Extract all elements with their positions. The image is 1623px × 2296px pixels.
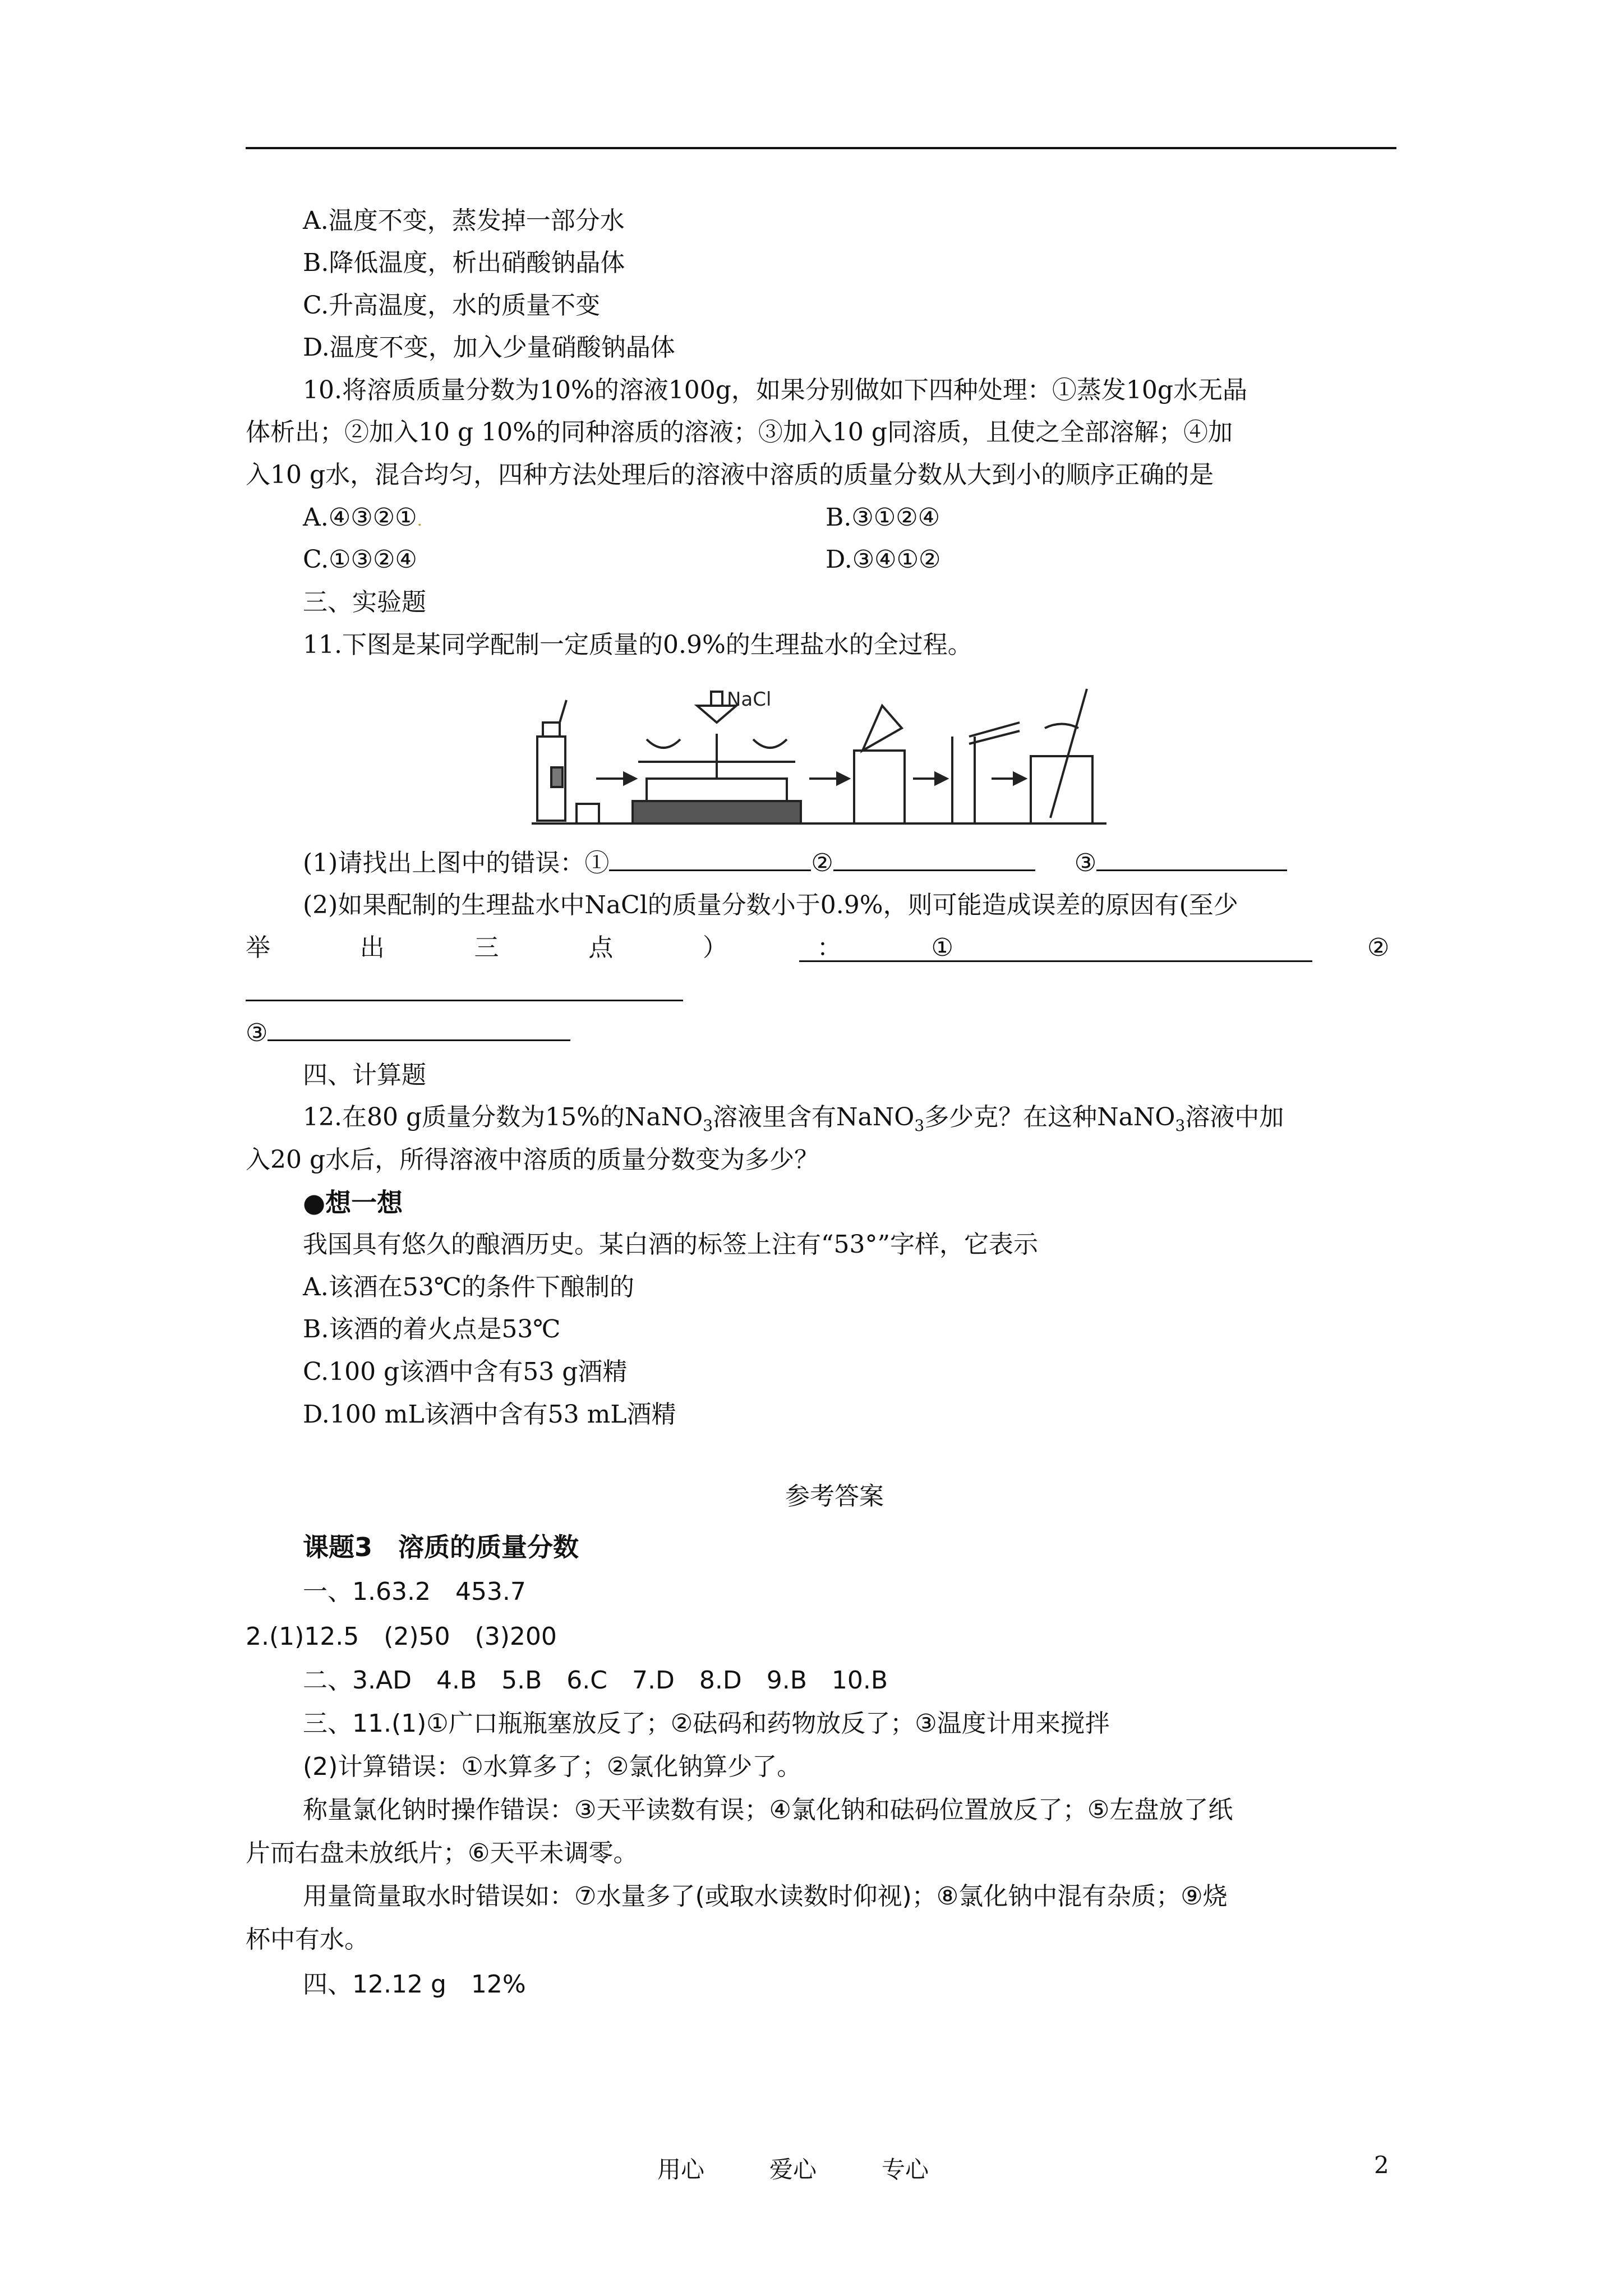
answer-line: (2)计算错误：①水算多了；②氯化钠算少了。 xyxy=(303,1752,802,1781)
q10-stem-line1: 10.将溶质质量分数为10%的溶液100g，如果分别做如下四种处理：①蒸发10g水无晶 xyxy=(303,376,1248,404)
think-option-a: A.该酒在53℃的条件下酿制的 xyxy=(303,1273,634,1301)
answer-line: 四、12.12 g 12% xyxy=(303,1970,526,1999)
q10-option-b: B.③①②④ xyxy=(826,503,940,532)
q11-part1-prefix: (1)请找出上图中的错误：① xyxy=(303,849,610,877)
q10-option-a xyxy=(303,502,422,536)
q11-part1-mark2: ② xyxy=(811,849,833,877)
subscript-3: 3 xyxy=(1175,1116,1186,1135)
q11-part2-mark2: ② xyxy=(1367,933,1390,962)
footer-word-2: 爱心 xyxy=(769,2156,817,2183)
think-title: ●想一想 xyxy=(303,1188,403,1218)
reagent-bottle-icon xyxy=(537,700,599,823)
q11-stem: 11.下图是某同学配制一定质量的0.9%的生理盐水的全过程。 xyxy=(303,631,972,659)
arrow-1-head xyxy=(624,773,635,784)
q9-option-c: C.升高温度，水的质量不变 xyxy=(303,291,601,320)
q10-stem-line2: 体析出；②加入10 g 10%的同种溶质的溶液；③加入10 g同溶质，且使之全部溶解；④加 xyxy=(246,418,1233,447)
q12-line2: 入20 g水后，所得溶液中溶质的质量分数变为多少？ xyxy=(246,1145,819,1174)
q12-text: 多少克？在这种NaNO xyxy=(924,1103,1175,1131)
footer-word-1: 用心 xyxy=(657,2156,705,2183)
header-rule xyxy=(246,147,1396,149)
q10-stem-line3: 入10 g水，混合均匀，四种方法处理后的溶液中溶质的质量分数从大到小的顺序正确的是 xyxy=(246,461,1214,489)
answer-line: 称量氯化钠时操作错误：③天平读数有误；④氯化钠和砝码位置放反了；⑤左盘放了纸 xyxy=(303,1796,1233,1824)
q12-text: 溶液中加 xyxy=(1185,1103,1284,1131)
answer-line: 用量筒量取水时错误如：⑦水量多了(或取水读数时仰视)；⑧氯化钠中混有杂质；⑨烧 xyxy=(303,1882,1228,1911)
subscript-3: 3 xyxy=(914,1116,925,1135)
answer-blank-6[interactable] xyxy=(268,1017,570,1041)
answer-blank-5[interactable] xyxy=(246,977,683,1001)
lab-procedure-figure xyxy=(526,683,1109,829)
balance-icon xyxy=(633,692,801,823)
answer-line: 二、3.AD 4.B 5.B 6.C 7.D 8.D 9.B 10.B xyxy=(303,1666,888,1695)
beaker-thermometer-icon xyxy=(1031,689,1092,823)
figure-nacl-label: NaCl xyxy=(727,688,772,711)
subscript-3: 3 xyxy=(703,1116,713,1135)
answer-line: 一、1.63.2 453.7 xyxy=(303,1577,526,1606)
q11-part2-mark3: ③ xyxy=(246,1019,268,1047)
arrow-3-head xyxy=(935,773,947,784)
q11-part2-line3 xyxy=(246,1017,570,1049)
section4-title: 四、计算题 xyxy=(303,1061,426,1089)
page-number: 2 xyxy=(1374,2151,1389,2179)
scan-mark: . xyxy=(417,510,423,530)
q11-part2-line1: (2)如果配制的生理盐水中NaCl的质量分数小于0.9%，则可能造成误差的原因有(至少 xyxy=(303,891,1238,919)
arrow-2-head xyxy=(837,773,849,784)
q12-line1 xyxy=(303,1102,1284,1142)
answer-line: 2.(1)12.5 (2)50 (3)200 xyxy=(246,1622,557,1651)
answer-line: 片而右盘未放纸片；⑥天平未调零。 xyxy=(246,1839,638,1867)
q11-part2-char: 举 xyxy=(246,933,270,962)
q12-text: 溶液里含有NaNO xyxy=(713,1103,915,1131)
footer-word-3: 专心 xyxy=(882,2156,929,2183)
q11-part1 xyxy=(303,847,1287,879)
think-stem: 我国具有悠久的酿酒历史。某白酒的标签上注有“53°”字样，它表示 xyxy=(303,1230,1038,1259)
answer-blank-2[interactable] xyxy=(833,847,1035,871)
q10-option-d: D.③④①② xyxy=(826,545,941,574)
q9-option-d: D.温度不变，加入少量硝酸钠晶体 xyxy=(303,333,675,362)
answers-topic: 课题3 溶质的质量分数 xyxy=(303,1532,579,1562)
q11-part2-char: ① xyxy=(931,933,953,962)
q9-option-b: B.降低温度，析出硝酸钠晶体 xyxy=(303,249,625,277)
answers-heading: 参考答案 xyxy=(785,1482,884,1511)
q10-option-c: C.①③②④ xyxy=(303,545,417,574)
q12-text: 12.在80 g质量分数为15%的NaNO xyxy=(303,1103,703,1131)
beaker-funnel-icon xyxy=(854,706,905,823)
think-option-b: B.该酒的着火点是53℃ xyxy=(303,1315,561,1343)
measuring-cylinder-icon xyxy=(952,723,1020,823)
section3-title: 三、实验题 xyxy=(303,588,426,616)
arrow-4-head xyxy=(1014,773,1025,784)
q11-part2-char: 出 xyxy=(359,933,385,962)
q11-part2-char: ： xyxy=(817,933,842,962)
answer-blank-3[interactable] xyxy=(1096,847,1287,871)
answer-line: 杯中有水。 xyxy=(246,1925,369,1954)
answer-line: 三、11.(1)①广口瓶瓶塞放反了；②砝码和药物放反了；③温度计用来搅拌 xyxy=(303,1709,1110,1738)
think-option-c: C.100 g该酒中含有53 g酒精 xyxy=(303,1358,628,1386)
answer-blank-4[interactable] xyxy=(799,938,1312,962)
q11-part2-char: ） xyxy=(703,933,727,962)
q10-option-a-text: A.④③②① xyxy=(303,503,417,532)
think-option-d: D.100 mL该酒中含有53 mL酒精 xyxy=(303,1400,676,1429)
answer-blank-1[interactable] xyxy=(609,847,811,871)
q11-part1-mark3: ③ xyxy=(1074,849,1097,877)
q11-part2-char: 点 xyxy=(588,933,614,962)
q11-part2-char: 三 xyxy=(474,933,499,962)
q9-option-a: A.温度不变，蒸发掉一部分水 xyxy=(303,206,625,235)
